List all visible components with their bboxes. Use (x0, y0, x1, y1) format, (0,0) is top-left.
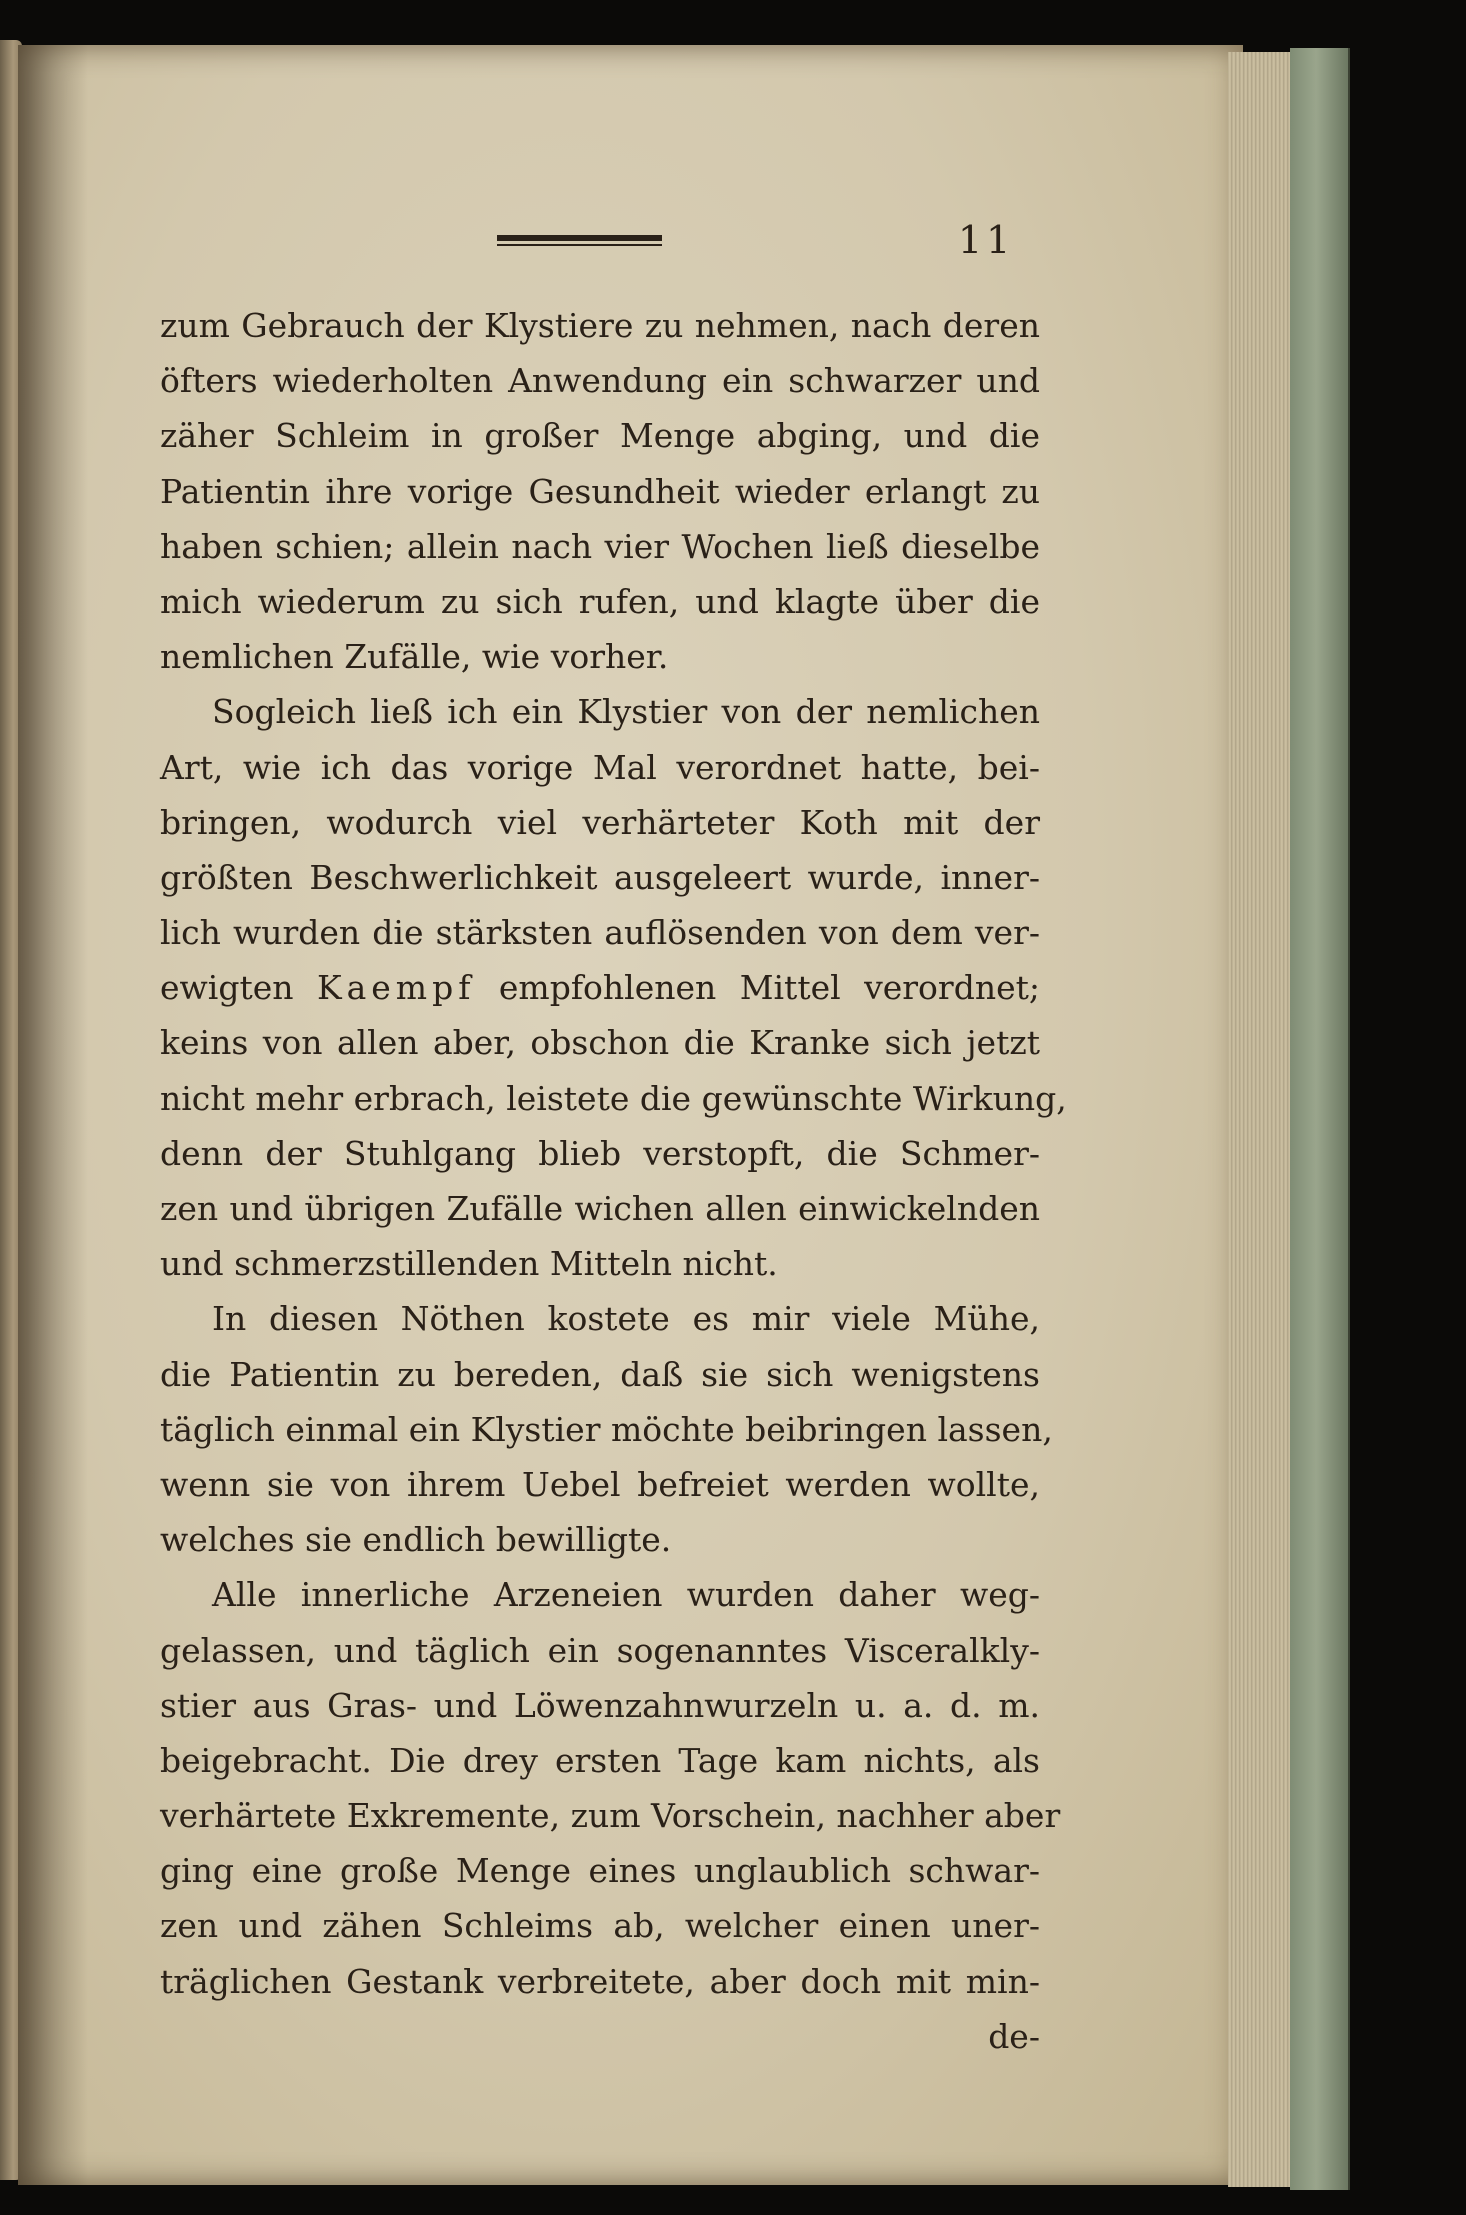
body-text (160, 298, 1067, 2064)
text-line: täglich einmal ein Klystier möchte beibringen lassen, (160, 1409, 1053, 1449)
text-line: größten Beschwerlichkeit ausgeleert wurde, inner- (160, 857, 1040, 897)
catchword: de- (988, 2016, 1040, 2056)
text-line: verhärtete Exkremente, zum Vorschein, nachher aber (160, 1796, 1061, 1836)
text-line: Patientin ihre vorige Gesundheit wieder erlangt zu (160, 471, 1040, 511)
text-line: zen und zähen Schleims ab, welcher einen uner- (160, 1906, 1040, 1946)
text-line: träglichen Gestank verbreitete, aber doch mit min- (160, 1961, 1040, 2001)
text-line: Art, wie ich das vorige Mal verordnet hatte, bei- (160, 747, 1040, 787)
text-line: die Patientin zu bereden, daß sie sich wenigstens (160, 1354, 1040, 1394)
text-line: zäher Schleim in großer Menge abging, und die (160, 416, 1040, 456)
text-line: ging eine große Menge eines unglaublich schwar- (160, 1851, 1040, 1891)
text-line: haben schien; allein nach vier Wochen ließ dieselbe (160, 526, 1040, 566)
text-line: beigebracht. Die drey ersten Tage kam nichts, als (160, 1740, 1040, 1780)
text-line: zum Gebrauch der Klystiere zu nehmen, nach deren (160, 306, 1040, 345)
author-name-kaempf: Kaempf (316, 968, 476, 1008)
text-line: keins von allen aber, obschon die Kranke sich jetzt (160, 1023, 1040, 1063)
text-line: Sogleich ließ ich ein Klystier von der nemlichen (212, 692, 1040, 732)
header-ornament-rule (497, 235, 662, 247)
text-line: und schmerzstillenden Mitteln nicht. (160, 1244, 778, 1284)
page-gutter-shadow (18, 45, 88, 2185)
text-line: ewigten Kaempf empfohlenen Mittel verordnet; (160, 968, 1040, 1008)
text-line: stier aus Gras- und Löwenzahnwurzeln u. a. d. m. (160, 1685, 1040, 1725)
text-line: wenn sie von ihrem Uebel befreiet werden wollte, (160, 1464, 1040, 1504)
text-line: gelassen, und täglich ein sogenanntes Visceralkly- (160, 1630, 1040, 1670)
text-line: denn der Stuhlgang blieb verstopft, die Schmer- (160, 1133, 1040, 1173)
book-cover-edge (1290, 48, 1350, 2190)
text-line: Alle innerliche Arzeneien wurden daher weg- (212, 1575, 1040, 1615)
text-line: bringen, wodurch viel verhärteter Koth mit der (160, 802, 1040, 842)
page-number: 11 (958, 218, 1015, 262)
text-line: zen und übrigen Zufälle wichen allen einwickelnden (160, 1189, 1040, 1228)
text-line: In diesen Nöthen kostete es mir viele Mühe, (212, 1299, 1040, 1339)
text-line: mich wiederum zu sich rufen, und klagte über die (160, 581, 1040, 621)
text-line: nicht mehr erbrach, leistete die gewünschte Wirkung, (160, 1078, 1067, 1118)
text-line: welches sie endlich bewilligte. (160, 1520, 672, 1560)
text-line: öfters wiederholten Anwendung ein schwarzer und (160, 361, 1040, 401)
text-line: nemlichen Zufälle, wie vorher. (160, 637, 669, 677)
text-line: lich wurden die stärksten auflösenden von dem ver- (160, 913, 1040, 953)
